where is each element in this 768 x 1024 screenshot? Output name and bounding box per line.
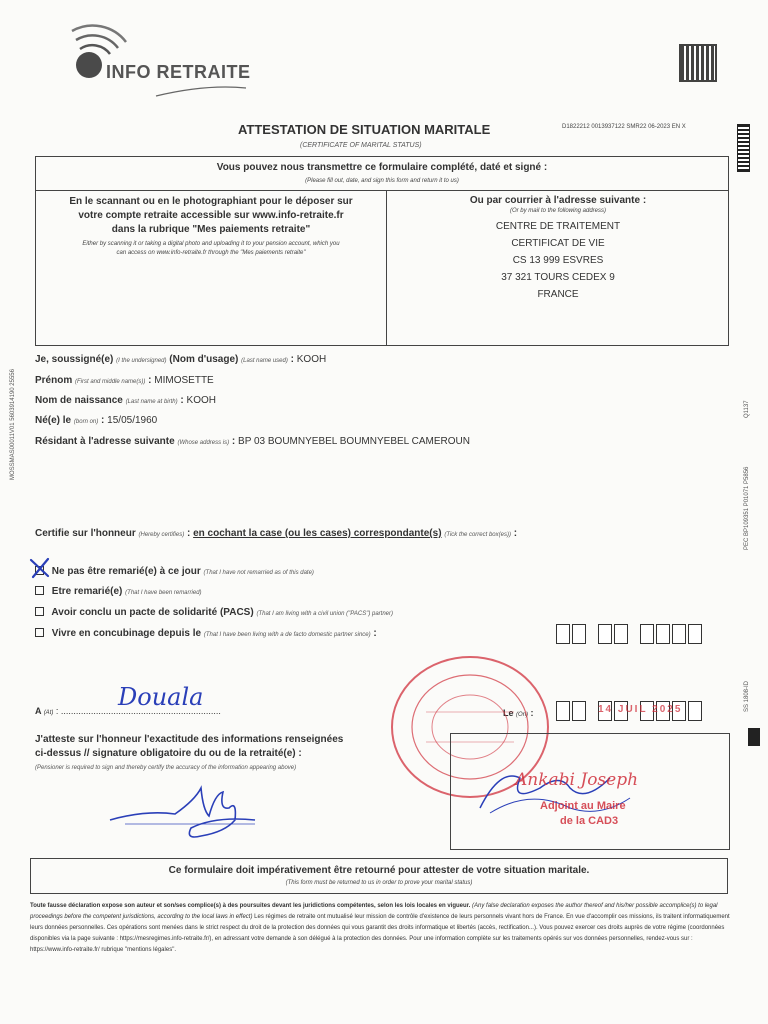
date-digit-box[interactable] <box>614 624 628 644</box>
legal-text <box>30 901 730 956</box>
page-subtitle: (CERTIFICATE OF MARITAL STATUS) <box>300 142 422 149</box>
legal-body: Les régimes de retraite ont mutualisé leur mission de contrôle d'existence de leurs personnels vivant hors de France. En vue d'accomplir ces missions, ils traitent informatiquement leurs données personnelles. Ces opérations sont menées dans le strict respect du droit de la protection des données qui vous garantit des droits informatique et libertés (accès, rectification...). Vous pouvez exercer ces droits auprès de votre régime (coordonnées disponibles via la page suivante : https://mesregimes.info-retraite.fr/), en adressant votre demande à son délégué à la protection des données. Pour une information complète sur les traitements opérés sur vos données personnelles, rendez-vous sur : https://www.info-retraite.fr/ rubrique "mentions légales". <box>30 914 730 953</box>
footer-notice-box <box>30 858 728 894</box>
edge-mark <box>748 728 760 746</box>
ne-value: 15/05/1960 <box>107 415 158 426</box>
date-stamp: 14 JUIL 2025 <box>598 704 683 715</box>
checkmark-x-icon <box>28 557 52 579</box>
prenom-hint: (First and middle name(s)) <box>75 379 146 385</box>
place-hint: (At) <box>43 710 54 716</box>
left-margin-code: MOSSMAS00011V01 5603914190 25556 <box>10 369 16 480</box>
right-margin-code-2: PEC BP109351 P01071 P5856 <box>744 466 750 550</box>
date-hint: (On) <box>516 712 529 718</box>
reference-code: D1822212 0013937122 SMR22 06-2023 EN X <box>562 124 686 130</box>
nom-usage-value: KOOH <box>296 354 327 365</box>
date-digit-box[interactable] <box>688 701 702 721</box>
place-row: A (At) : ................................................................ <box>35 706 221 716</box>
mail-heading-en: (Or by mail to the following address) <box>509 208 607 214</box>
date-label: Le <box>503 708 514 718</box>
residant-hint: (Whose address is) <box>177 440 230 446</box>
soussigne-label: Je, soussigné(e) <box>35 354 114 365</box>
attestation-text <box>35 733 435 761</box>
stamp-title-1: Adjoint au Maire <box>540 800 626 812</box>
footer-notice: Ce formulaire doit impérativement être retourné pour attester de votre situation maritale. <box>168 865 590 876</box>
option-pacs[interactable] <box>35 607 393 618</box>
instructions-heading-en: (Please fill out, date, and sign this form and return it to us) <box>305 178 459 184</box>
prenom-row: Prénom (First and middle name(s)) : MIMOSETTE <box>35 375 214 386</box>
date-digit-box[interactable] <box>556 624 570 644</box>
date-digit-box[interactable] <box>572 624 586 644</box>
date-digit-box[interactable] <box>640 624 654 644</box>
mail-heading: Ou par courrier à l'adresse suivante : <box>469 195 647 206</box>
option-label: Vivre en concubinage depuis le <box>51 628 202 639</box>
online-line-2: votre compte retraite accessible sur www.info-retraite.fr <box>78 210 344 221</box>
pensioner-signature <box>105 780 275 850</box>
mail-address-4: 37 321 TOURS CEDEX 9 <box>501 272 615 283</box>
attest-line-2: ci-dessus // signature obligatoire du ou de la retraité(e) : <box>35 748 302 759</box>
naissance-row: Nom de naissance (Last name at birth) : KOOH <box>35 395 216 406</box>
page-title: ATTESTATION DE SITUATION MARITALE <box>238 122 491 137</box>
date-digit-box[interactable] <box>672 624 686 644</box>
nom-usage-label: (Nom d'usage) <box>169 354 239 365</box>
legal-bold: Toute fausse déclaration expose son auteur et son/ses complice(s) à des poursuites devant les juridictions compétentes, selon les lois locales en vigueur. <box>30 903 471 909</box>
address-value: BP 03 BOUMNYEBEL BOUMNYEBEL CAMEROUN <box>238 436 470 447</box>
option-not-remarried[interactable] <box>35 566 314 577</box>
instructions-heading: Vous pouvez nous transmettre ce formulaire complété, daté et signé : <box>216 162 548 173</box>
option-label: Ne pas être remarié(e) à ce jour <box>51 566 201 577</box>
online-submission <box>38 195 384 258</box>
residant-label: Résidant à l'adresse suivante <box>35 436 175 447</box>
option-hint: (That I have been living with a de facto domestic partner since) <box>203 632 371 638</box>
attest-line-1: J'atteste sur l'honneur l'exactitude des informations renseignées <box>35 734 344 745</box>
online-en-2: can access on www.info-retraite.fr through the "Mes paiements retraite" <box>116 250 306 256</box>
ne-label: Né(e) le <box>35 415 72 426</box>
option-hint: (That I have not remarried as of this date) <box>203 570 314 576</box>
barcode-icon <box>737 124 750 172</box>
online-en-1: Either by scanning it or taking a digital photo and uploading it to your pension account, which you <box>82 241 340 247</box>
certifie-instruction-hint: (Tick the correct box(es)) <box>444 532 511 538</box>
naissance-label: Nom de naissance <box>35 395 123 406</box>
address-row: Résidant à l'adresse suivante (Whose address is) : BP 03 BOUMNYEBEL BOUMNYEBEL CAMEROUN <box>35 436 470 447</box>
online-line-3: dans la rubrique "Mes paiements retraite" <box>111 224 311 235</box>
logo-text: INFO RETRAITE <box>106 62 251 82</box>
mail-submission <box>388 195 728 303</box>
birthdate-row: Né(e) le (born on) : 15/05/1960 <box>35 415 158 426</box>
certification-row: Certifie sur l'honneur (Hereby certifies) : en cochant la case (ou les cases) correspondante(s) (Tick the correct box(es)) : <box>35 528 518 539</box>
right-margin-code-1: Q1137 <box>744 400 750 418</box>
checkbox[interactable] <box>35 628 44 637</box>
soussigne-row: Je, soussigné(e) (I the undersigned) (Nom d'usage) (Last name used) : KOOH <box>35 354 327 365</box>
place-label: A <box>35 706 42 716</box>
date-digit-box[interactable] <box>556 701 570 721</box>
checkbox[interactable] <box>35 586 44 595</box>
qr-code-icon <box>679 44 717 82</box>
online-line-1: En le scannant ou en le photographiant pour le déposer sur <box>69 196 353 207</box>
date-digit-box[interactable] <box>598 624 612 644</box>
option-remarried[interactable] <box>35 586 202 597</box>
date-digit-box[interactable] <box>656 624 670 644</box>
mail-address-2: CERTIFICAT DE VIE <box>511 238 605 249</box>
date-row: Le (On) : <box>503 708 534 718</box>
option-hint: (That I have been remarried) <box>125 590 202 596</box>
mail-address-3: CS 13 999 ESVRES <box>512 255 604 266</box>
divider <box>386 190 387 346</box>
option-label: Etre remarié(e) <box>51 586 123 597</box>
checkbox[interactable] <box>35 607 44 616</box>
mail-address-5: FRANCE <box>537 289 579 300</box>
option-concubinage[interactable]: Vivre en concubinage depuis le (That I have been living with a de facto domestic partner since) : <box>35 628 377 639</box>
prenom-value: MIMOSETTE <box>154 375 214 386</box>
certifie-instruction: en cochant la case (ou les cases) correspondante(s) <box>193 528 442 539</box>
soussigne-hint: (I the undersigned) <box>116 358 167 364</box>
stamp-title-2: de la CAD3 <box>560 815 619 827</box>
right-margin-code-3: SS 1808-ID <box>744 680 750 712</box>
naissance-hint: (Last name at birth) <box>125 399 178 405</box>
divider <box>35 190 729 191</box>
option-label: Avoir conclu un pacte de solidarité (PACS) <box>51 607 254 618</box>
mail-address-1: CENTRE DE TRAITEMENT <box>495 221 621 232</box>
legal-en: (Any false declaration exposes the author thereof and his/her possible accomplice(s) to legal proceedings before the competent jurisdictions, according to the local laws in effect) <box>30 903 718 920</box>
date-digit-box[interactable] <box>572 701 586 721</box>
date-digit-box[interactable] <box>688 624 702 644</box>
option-hint: (That I am living with a civil union ("PACS") partner) <box>256 611 393 617</box>
certifie-label: Certifie sur l'honneur <box>35 528 136 539</box>
prenom-label: Prénom <box>35 375 73 386</box>
footer-notice-en: (This form must be returned to us in order to prove your marital status) <box>285 880 473 886</box>
certifie-hint: (Hereby certifies) <box>138 532 185 538</box>
place-handwritten: Douala <box>118 683 204 711</box>
naissance-value: KOOH <box>186 395 216 406</box>
ne-hint: (born on) <box>73 419 99 425</box>
attestation-hint: (Pensioner is required to sign and thereby certify the accuracy of the information appearing above) <box>35 765 297 771</box>
stamp-name: Ankabi Joseph <box>515 770 639 790</box>
nom-usage-hint: (Last name used) <box>241 358 288 364</box>
